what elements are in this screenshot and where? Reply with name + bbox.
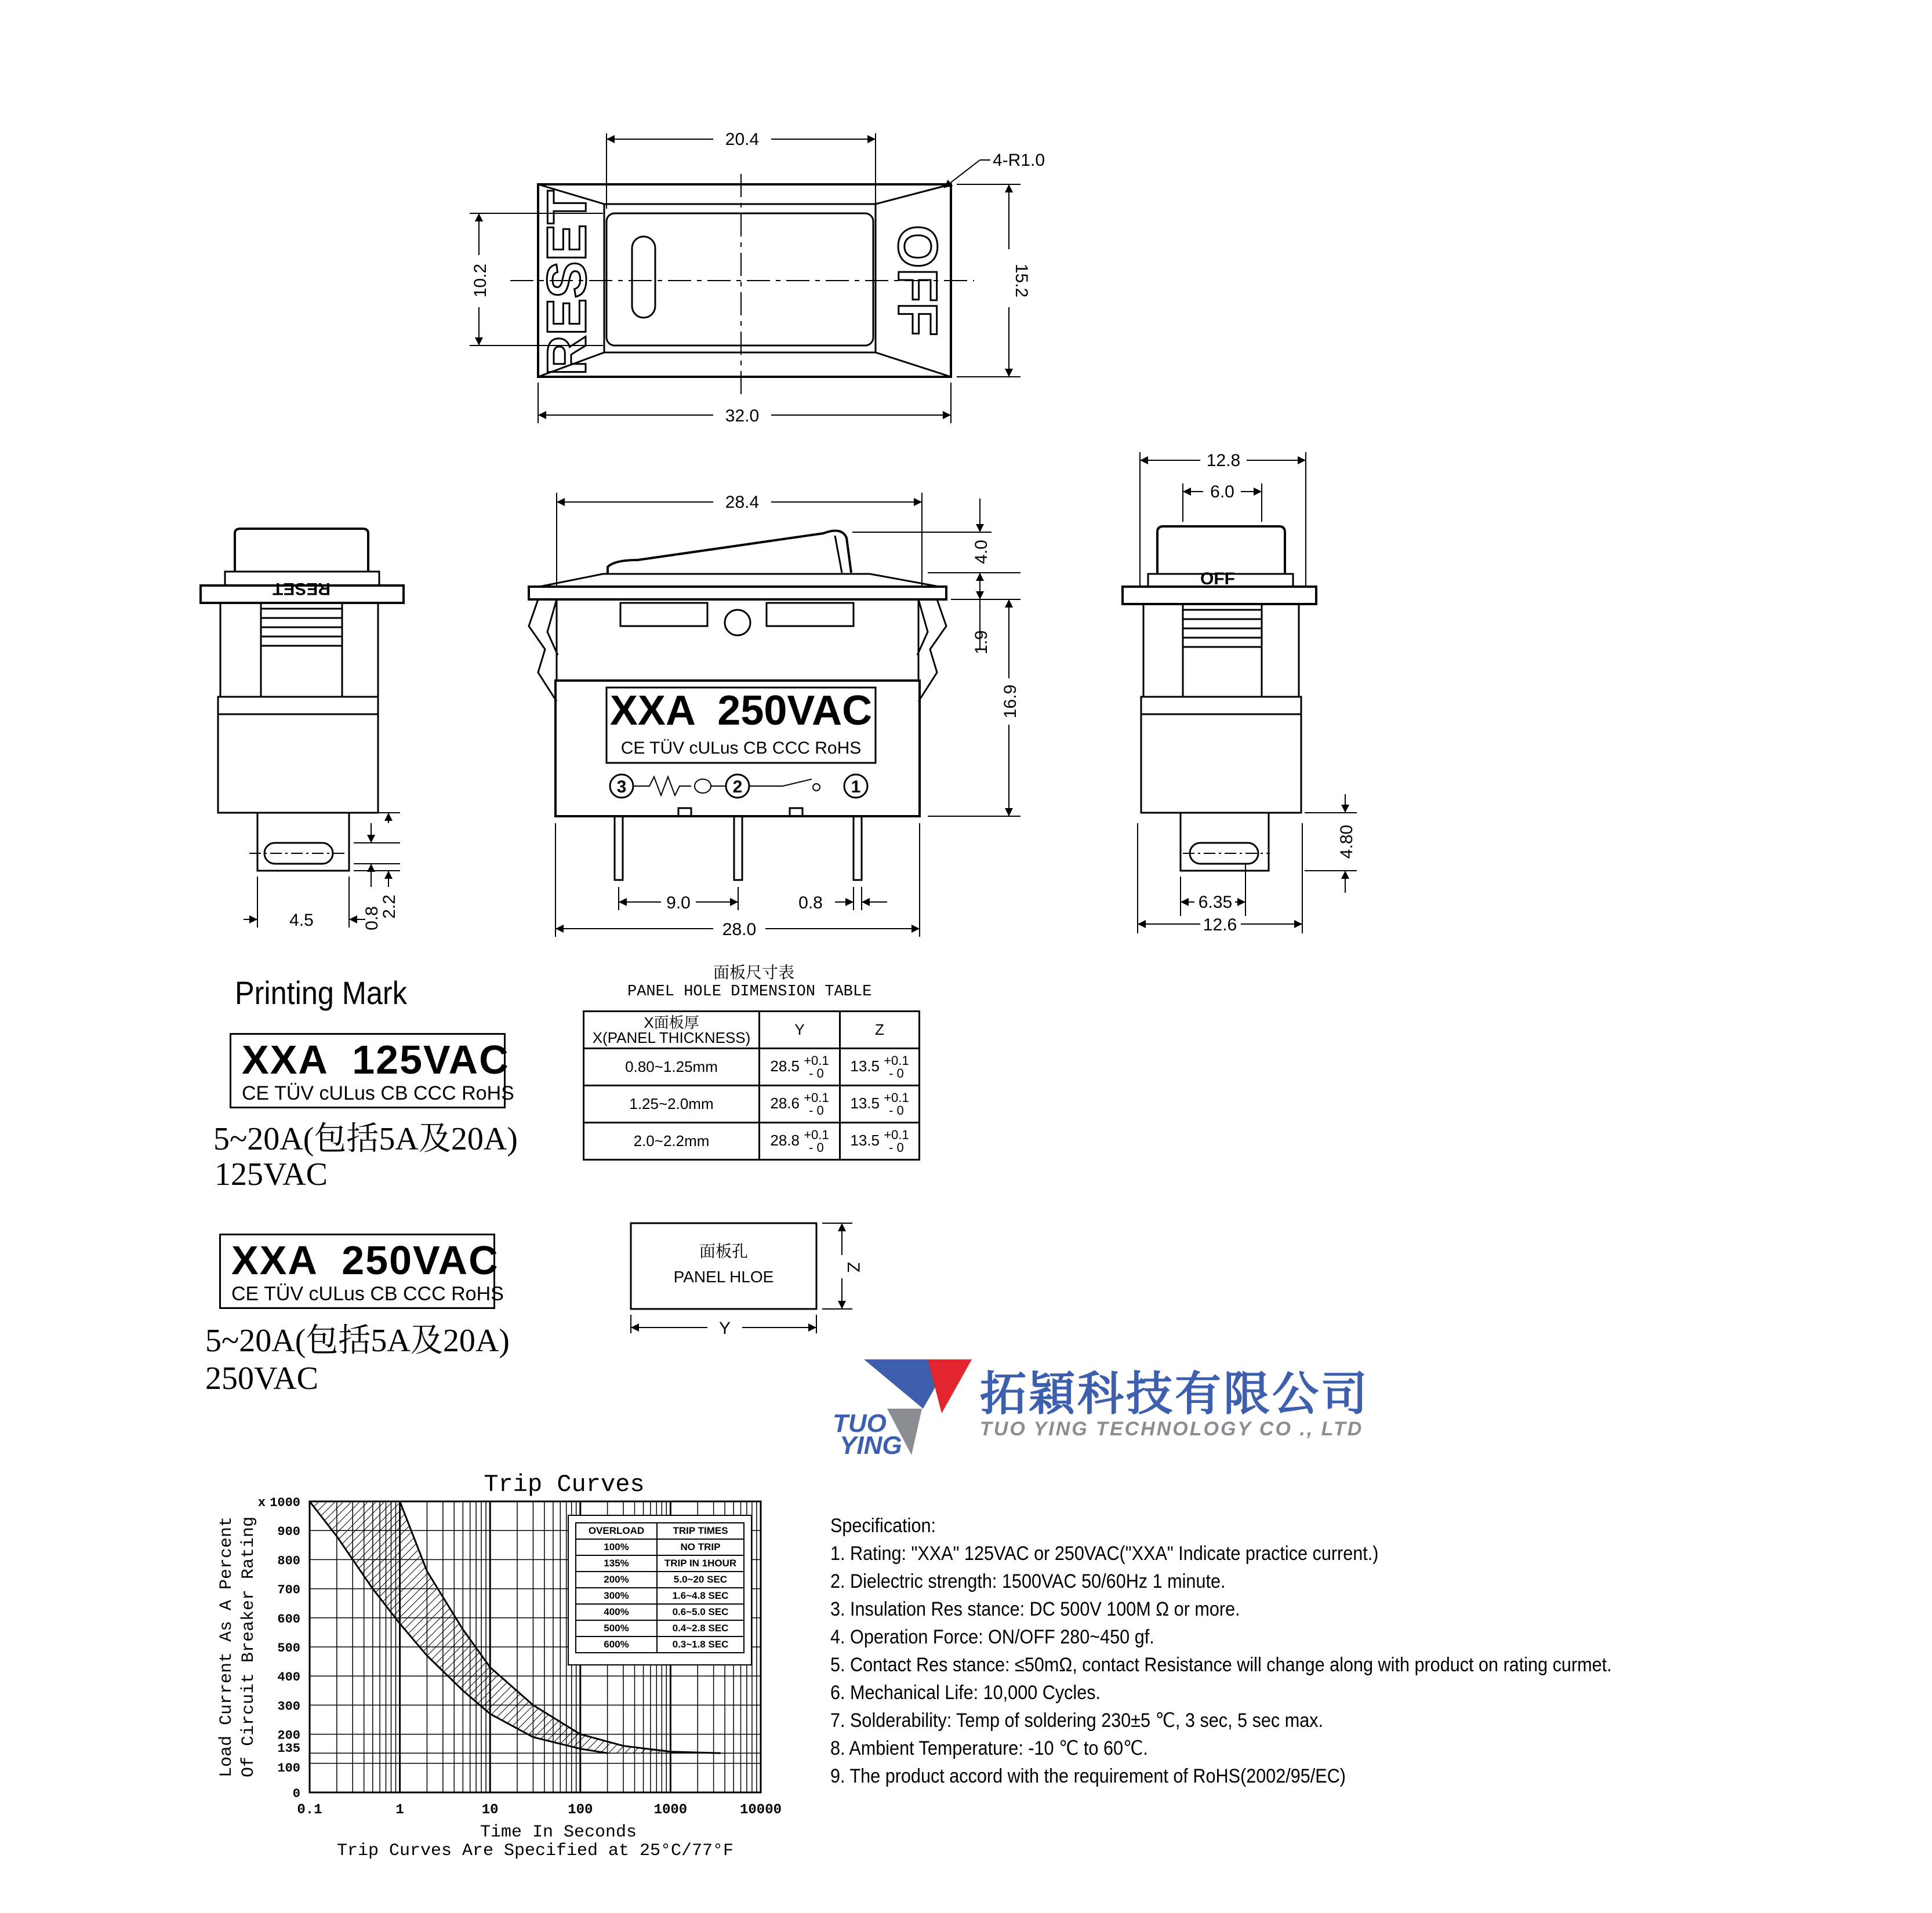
y-tick-label: 100 [277,1761,300,1776]
table-row [576,1620,744,1636]
trip-table-cell: 0.4~2.8 SEC [657,1620,744,1636]
table-row [576,1555,744,1572]
panel-hole-dim-y: Y [718,1319,731,1338]
table-row [576,1636,744,1653]
top-view-off-label: OFF [887,225,949,336]
panel-hole-label-en: PANEL HLOE [673,1268,774,1286]
panel-table-row-3-y-val: 28.8 [770,1131,800,1149]
dim-right-12-6: 12.6 [1203,915,1237,934]
specification-item: 5. Contact Res stance: ≤50mΩ, contact Resistance will change along with product on rating curmet. [830,1654,1612,1676]
specification-item: 4. Operation Force: ON/OFF 280~450 gf. [830,1626,1154,1648]
x-axis-title: Time In Seconds [480,1823,637,1842]
logo-text-tuo: TUO [833,1409,887,1438]
y-tick-label: 200 [277,1728,300,1743]
dim-right-6-0: 6.0 [1210,482,1234,501]
dim-top-15-2: 15.2 [1012,263,1031,298]
trip-table-cell: 600% [576,1636,657,1653]
dim-front-9-0: 9.0 [666,893,691,912]
printing-mark-title: Printing Mark [235,974,407,1011]
y-axis-title-line2: Of Circuit Breaker Rating [239,1516,259,1778]
front-view-pin-3 [615,816,623,880]
right-side-view [1123,452,1357,933]
panel-table-title-en: PANEL HOLE DIMENSION TABLE [627,983,872,1001]
tolerance-minus: - 0 [809,1103,824,1118]
dim-top-20-4: 20.4 [725,130,760,149]
right-side-rocker-cap [1157,526,1285,574]
front-view-certs: CE TÜV cULus CB CCC RoHS [620,739,862,758]
trip-table-cell: 100% [576,1539,657,1555]
specification-block [830,1512,1612,1790]
y-tick-label: 900 [277,1525,300,1540]
tolerance-plus: +0.1 [804,1127,829,1142]
tolerance-minus: - 0 [809,1140,824,1155]
front-view-rating: XXA 250VAC [609,688,873,734]
specification-item: 2. Dielectric strength: 1500VAC 50/60Hz 1 minute. [830,1570,1226,1592]
tolerance-plus: +0.1 [884,1127,909,1142]
top-view-rocker-window [632,237,655,318]
printing-mark-125-voltage: 125VAC [215,1156,328,1192]
trip-table-cell: 5.0~20 SEC [657,1572,744,1588]
specification-item: 8. Ambient Temperature: -10 ℃ to 60℃. [830,1737,1148,1759]
top-view-reset-label: RESET [536,190,598,376]
trip-table-header-times: TRIP TIMES [657,1523,744,1539]
table-row [576,1539,744,1555]
panel-table-row-3-y [760,1123,840,1160]
dim-left-0-8: 0.8 [362,906,382,930]
tolerance-plus: +0.1 [804,1053,829,1068]
x-tick-label: 10000 [739,1802,782,1818]
company-name-en: TUO YING TECHNOLOGY CO ., LTD [980,1418,1364,1440]
specification-item: 1. Rating: "XXA" 125VAC or 250VAC("XXA" Indicate practice current.) [830,1543,1379,1565]
panel-table-row-1-y-val: 28.5 [770,1057,800,1075]
panel-table-row-1-x: 0.80~1.25mm [584,1049,760,1086]
dim-right-4-80: 4.80 [1337,824,1356,859]
panel-table-row-2-x: 1.25~2.0mm [584,1086,760,1123]
panel-table-row-3-z-val: 13.5 [850,1131,880,1149]
front-view-circuit-symbol [633,777,691,795]
right-side-off-label: OFF [1200,569,1235,588]
printing-mark-250-range: 5~20A(包括5A及20A) [205,1323,510,1359]
y-tick-label: 135 [277,1741,300,1756]
chart-title: Trip Curves [484,1471,645,1499]
printing-mark-125-range: 5~20A(包括5A及20A) [213,1121,518,1157]
front-view-rocker [608,531,851,574]
front-view-led [725,610,750,635]
left-side-reset-label: RESET [272,579,331,598]
panel-table-header-y: Y [760,1012,840,1049]
chart-footnote: Trip Curves Are Specified at 25°C/77°F [336,1841,734,1861]
dim-top-32-0: 32.0 [725,406,760,425]
front-view-terminal-2: 2 [732,777,743,797]
panel-hole-rect [631,1223,816,1309]
printing-mark-250-certs: CE TÜV cULus CB CCC RoHS [231,1283,504,1305]
trip-table-cell: 135% [576,1555,657,1572]
printing-mark-250-box [219,1234,504,1309]
left-side-rocker-cap [235,529,368,572]
panel-table-row-2-z-val: 13.5 [850,1094,880,1112]
table-row [576,1604,744,1620]
front-view-pin-2 [734,816,742,880]
dim-top-radius: 4-R1.0 [993,151,1045,170]
tolerance-plus: +0.1 [884,1090,909,1105]
printing-mark-125-rating: XXA 125VAC [242,1037,510,1082]
panel-table-title-cn: 面板尺寸表 [713,963,795,982]
panel-table-row-2-z [840,1086,920,1123]
dim-left-2-2: 2.2 [380,894,399,919]
dim-front-4-0: 4.0 [972,540,991,564]
trip-table-cell: 0.3~1.8 SEC [657,1636,744,1653]
printing-mark-250-voltage: 250VAC [205,1361,319,1396]
front-view-left-clip [529,599,558,701]
trip-table-cell: NO TRIP [657,1539,744,1555]
printing-mark-125-box [230,1033,514,1108]
panel-table-row-2-y-val: 28.6 [770,1094,800,1112]
trip-table-cell: 1.6~4.8 SEC [657,1588,744,1604]
table-row [584,1086,920,1123]
trip-table-cell: 200% [576,1572,657,1588]
x-tick-label: 100 [568,1802,593,1818]
table-row [576,1588,744,1604]
dim-front-28-0: 28.0 [722,920,757,939]
y-tick-label: 400 [277,1670,300,1685]
specification-title: Specification: [830,1515,936,1537]
top-view-rocker [607,213,873,345]
tolerance-minus: - 0 [809,1065,824,1081]
trip-table-cell: 0.6~5.0 SEC [657,1604,744,1620]
tolerance-minus: - 0 [889,1140,904,1155]
trip-times-table [575,1522,745,1653]
panel-table-header-z: Z [840,1012,920,1049]
trip-table-cell: 300% [576,1588,657,1604]
dim-front-16-9: 16.9 [1001,684,1020,719]
right-side-upper-body [1143,604,1299,697]
panel-table-row-2-y [760,1086,840,1123]
specification-item: 6. Mechanical Life: 10,000 Cycles. [830,1682,1101,1704]
panel-hole-dim-z: Z [844,1261,863,1273]
dim-front-28-4: 28.4 [725,493,760,512]
dim-front-0-8: 0.8 [798,893,823,912]
trip-table-cell: TRIP IN 1HOUR [657,1555,744,1572]
panel-table-row-1-z-val: 13.5 [850,1057,880,1075]
y-top-marker: x [257,1496,266,1510]
panel-hole-label-cn: 面板孔 [699,1242,749,1261]
front-view-flange [529,587,946,599]
x-tick-label: 10 [481,1802,499,1818]
y-tick-label: 1000 [270,1496,300,1510]
front-view-terminal-3: 3 [616,777,627,797]
dim-right-6-35: 6.35 [1198,893,1233,912]
tolerance-plus: +0.1 [884,1053,909,1068]
dim-front-1-9: 1.9 [972,630,991,654]
y-axis-title-line1: Load Current As A Percent [217,1516,237,1778]
specification-item: 7. Solderability: Temp of soldering 230±5 ℃, 3 sec, 5 sec max. [830,1710,1324,1732]
trip-table-header-overload: OVERLOAD [576,1523,657,1539]
left-side-terminal [257,813,349,871]
panel-table-row-3-x: 2.0~2.2mm [584,1123,760,1160]
front-view-upper-body [557,599,918,681]
dim-left-4-5: 4.5 [289,911,314,930]
right-side-flange [1123,587,1316,604]
y-tick-label: 0 [292,1787,300,1801]
front-view-right-clip [917,599,946,701]
specification-item: 9. The product accord with the requirement of RoHS(2002/95/EC) [830,1765,1346,1787]
left-side-upper-body [220,603,378,697]
x-tick-label: 0.1 [297,1802,322,1818]
table-row [576,1572,744,1588]
tolerance-minus: - 0 [889,1065,904,1081]
y-tick-label: 600 [277,1612,300,1627]
specification-item: 3. Insulation Res stance: DC 500V 100M Ω or more. [830,1598,1240,1620]
printing-mark-250-rating: XXA 250VAC [231,1238,499,1283]
panel-table-row-3-z [840,1123,920,1160]
company-name-cn: 拓穎科技有限公司 [980,1367,1370,1421]
front-view-pin-1 [854,816,862,880]
front-view-terminal-1: 1 [851,777,861,797]
panel-table-header-x-en: X(PANEL THICKNESS) [592,1028,751,1046]
printing-mark-125-certs: CE TÜV cULus CB CCC RoHS [242,1082,514,1104]
y-tick-label: 500 [277,1641,300,1656]
trip-table-cell: 400% [576,1604,657,1620]
panel-table-header-x-cn: X面板厚 [644,1013,699,1031]
panel-table-row-1-y [760,1049,840,1086]
y-tick-label: 800 [277,1554,300,1569]
panel-hole-table [583,1010,920,1161]
x-tick-label: 1000 [653,1802,688,1818]
tolerance-plus: +0.1 [804,1090,829,1105]
table-row [584,1123,920,1160]
table-row [584,1049,920,1086]
x-tick-label: 1 [395,1802,404,1818]
dim-right-12-8: 12.8 [1206,451,1241,470]
panel-table-row-1-z [840,1049,920,1086]
panel-table-header-x [584,1012,760,1049]
y-tick-label: 700 [277,1583,300,1598]
dim-top-10-2: 10.2 [471,263,490,298]
y-tick-label: 300 [277,1699,300,1714]
logo-text-ying: YING [840,1431,902,1460]
tolerance-minus: - 0 [889,1103,904,1118]
trip-table-cell: 500% [576,1620,657,1636]
